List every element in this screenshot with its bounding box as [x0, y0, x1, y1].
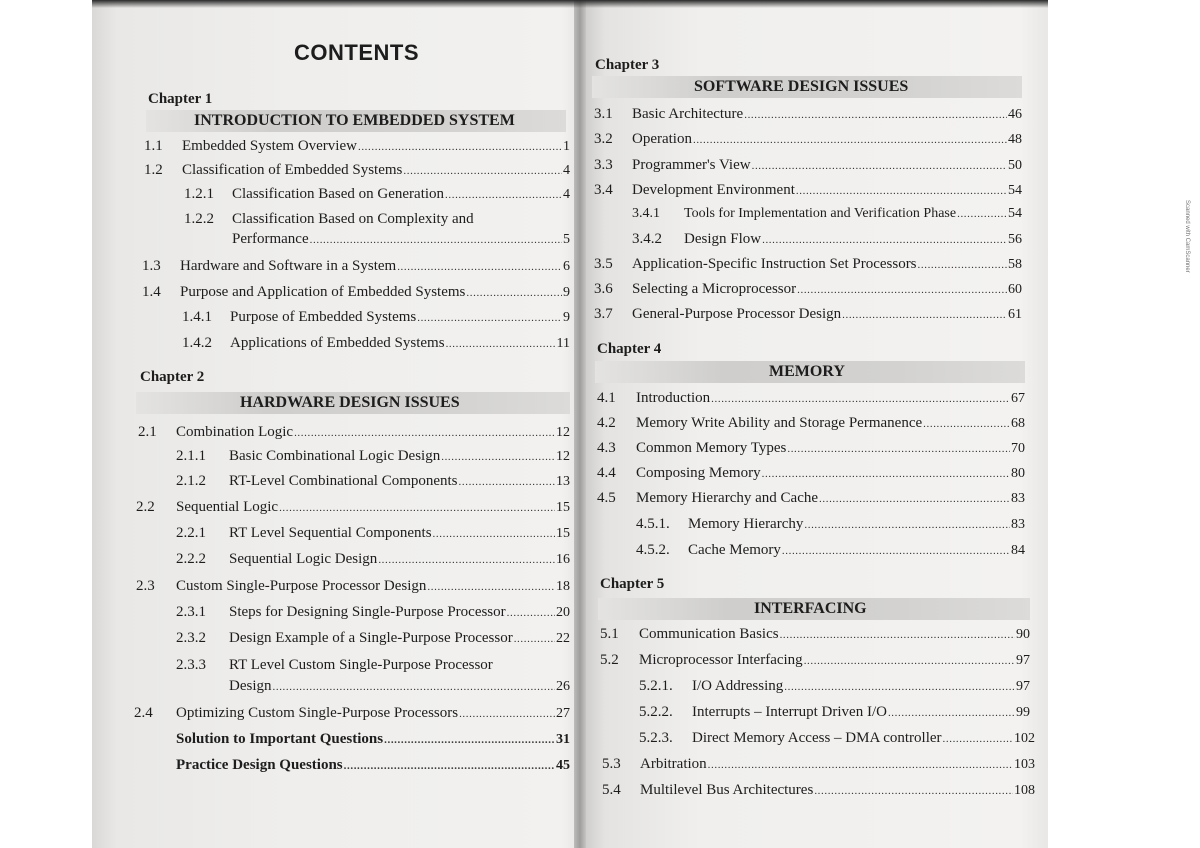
section-title: Classification of Embedded Systems	[182, 162, 403, 178]
section-title: Memory Hierarchy and Cache	[636, 490, 819, 506]
toc-entry[interactable]	[232, 229, 570, 249]
page-number: 15	[556, 526, 570, 541]
page-number: 67	[1011, 391, 1025, 406]
toc-entry-first-line[interactable]	[184, 209, 474, 229]
section-title: Applications of Embedded Systems	[230, 335, 445, 351]
section-number: 5.2.3.	[639, 730, 673, 746]
leader-dots	[708, 755, 1013, 775]
section-title: Operation	[632, 131, 692, 147]
toc-entry[interactable]	[597, 463, 1025, 483]
page-number: 54	[1008, 183, 1022, 198]
leader-dots	[459, 472, 555, 492]
section-number: 2.3.3	[176, 657, 206, 673]
toc-entry[interactable]	[142, 256, 570, 276]
section-title: Direct Memory Access – DMA controller	[692, 730, 942, 746]
leader-dots	[752, 156, 1007, 176]
section-title: Custom Single-Purpose Processor Design	[176, 578, 427, 594]
chapter-4-title-band	[595, 361, 1025, 383]
toc-entry[interactable]	[636, 514, 1025, 534]
toc-entry[interactable]	[594, 155, 1022, 175]
page-number: 97	[1016, 653, 1030, 668]
section-number: 4.5.2.	[636, 542, 670, 558]
section-title: Sequential Logic	[176, 499, 279, 515]
page-number: 84	[1011, 543, 1025, 558]
leader-dots	[787, 439, 1010, 459]
page-number: 90	[1016, 627, 1030, 642]
leader-dots	[446, 334, 556, 354]
toc-entry[interactable]	[176, 628, 570, 648]
section-number: 3.7	[594, 306, 613, 322]
section-title-continued: Design	[229, 678, 272, 694]
leader-dots	[417, 308, 562, 328]
section-title: Embedded System Overview	[182, 138, 357, 154]
section-title: Interrupts – Interrupt Driven I/O	[692, 704, 887, 720]
chapter-2-title: HARDWARE DESIGN ISSUES	[240, 394, 460, 411]
toc-entry-first-line[interactable]	[176, 655, 493, 675]
section-number: 2.2.2	[176, 551, 206, 567]
section-title: Cache Memory	[688, 542, 781, 558]
page-number: 9	[563, 285, 570, 300]
chapter-5-title: INTERFACING	[754, 600, 867, 617]
section-number: 1.2.2	[184, 211, 214, 227]
page-number: 102	[1014, 731, 1035, 746]
page-number: 99	[1016, 705, 1030, 720]
section-number: 2.3.2	[176, 630, 206, 646]
scanner-watermark-text: Scanned with CamScanner	[1184, 200, 1190, 273]
leader-dots	[294, 423, 555, 443]
section-number: 1.3	[142, 258, 161, 274]
page-number: 48	[1008, 132, 1022, 147]
toc-entry[interactable]	[182, 333, 570, 353]
section-title: Classification Based on Generation	[232, 186, 445, 202]
section-number: 5.1	[600, 626, 619, 642]
section-title: Common Memory Types	[636, 440, 787, 456]
book-edge-shadow	[92, 0, 1048, 8]
leader-dots	[762, 230, 1007, 250]
book-gutter	[574, 0, 586, 848]
section-number: 1.4	[142, 284, 161, 300]
leader-dots	[427, 577, 555, 597]
page-number: 9	[563, 310, 570, 325]
leader-dots	[310, 230, 562, 250]
section-title: Arbitration	[640, 756, 707, 772]
page-number: 15	[556, 500, 570, 515]
leader-dots	[888, 703, 1015, 723]
section-number: 3.4.1	[632, 206, 660, 221]
toc-entry[interactable]	[632, 204, 1022, 224]
toc-entry[interactable]	[600, 624, 1030, 644]
leader-dots	[358, 137, 562, 157]
section-title: Multilevel Bus Architectures	[640, 782, 814, 798]
leader-dots	[378, 550, 555, 570]
section-number: 4.5.1.	[636, 516, 670, 532]
section-number: 3.5	[594, 256, 613, 272]
toc-entry[interactable]	[136, 576, 570, 596]
page-number: 68	[1011, 416, 1025, 431]
leader-dots	[804, 651, 1015, 671]
section-title: Memory Hierarchy	[688, 516, 804, 532]
toc-entry[interactable]	[602, 754, 1035, 774]
leader-dots	[445, 185, 562, 205]
chapter-1-title-band	[146, 110, 566, 132]
section-number: 2.1.1	[176, 448, 206, 464]
page-number: 26	[556, 679, 570, 694]
chapter-2-label: Chapter 2	[140, 369, 205, 385]
page-number: 5	[563, 232, 570, 247]
toc-entry[interactable]	[597, 413, 1025, 433]
page-number: 6	[563, 259, 570, 274]
toc-entry[interactable]	[144, 136, 570, 156]
leader-dots	[433, 524, 555, 544]
leader-dots	[384, 730, 555, 750]
leader-dots	[397, 257, 562, 277]
page-number: 50	[1008, 158, 1022, 173]
toc-entry[interactable]	[138, 422, 570, 442]
section-title: Optimizing Custom Single-Purpose Processors	[176, 705, 459, 721]
leader-dots	[784, 677, 1015, 697]
chapter-1-title: INTRODUCTION TO EMBEDDED SYSTEM	[194, 112, 515, 129]
section-number: 3.6	[594, 281, 613, 297]
toc-entry[interactable]	[184, 184, 570, 204]
page-number: 97	[1016, 679, 1030, 694]
section-title: I/O Addressing	[692, 678, 784, 694]
page-number: 1	[563, 139, 570, 154]
section-number: 5.4	[602, 782, 621, 798]
toc-entry[interactable]	[639, 676, 1030, 696]
section-title: Practice Design Questions	[176, 757, 343, 773]
leader-dots	[782, 541, 1010, 561]
page-number: 12	[556, 425, 570, 440]
section-title: Basic Architecture	[632, 106, 744, 122]
page-number: 4	[563, 163, 570, 178]
leader-dots	[814, 781, 1013, 801]
page-number: 31	[556, 732, 570, 747]
section-number: 4.4	[597, 465, 616, 481]
section-title: Steps for Designing Single-Purpose Processor	[229, 604, 506, 620]
toc-entry[interactable]	[594, 254, 1022, 274]
section-number: 1.2	[144, 162, 163, 178]
chapter-4-title: MEMORY	[769, 363, 845, 380]
section-number: 2.2	[136, 499, 155, 515]
page-number: 18	[556, 579, 570, 594]
leader-dots	[923, 414, 1010, 434]
chapter-1-label: Chapter 1	[148, 91, 213, 107]
section-title: Sequential Logic Design	[229, 551, 378, 567]
toc-entry[interactable]	[176, 755, 570, 775]
page-number: 12	[556, 449, 570, 464]
leader-dots	[507, 603, 555, 623]
chapter-5-label: Chapter 5	[600, 576, 665, 592]
leader-dots	[273, 677, 556, 697]
toc-entry[interactable]	[176, 729, 570, 749]
leader-dots	[957, 204, 1007, 224]
toc-entry[interactable]	[594, 279, 1022, 299]
page-number: 60	[1008, 282, 1022, 297]
leader-dots	[441, 447, 555, 467]
toc-entry[interactable]	[136, 497, 570, 517]
section-number: 3.3	[594, 157, 613, 173]
section-title: Selecting a Microprocessor	[632, 281, 797, 297]
section-number: 2.3	[136, 578, 155, 594]
leader-dots	[819, 489, 1010, 509]
section-number: 5.3	[602, 756, 621, 772]
leader-dots	[804, 515, 1010, 535]
leader-dots	[279, 498, 555, 518]
leader-dots	[459, 704, 555, 724]
section-number: 3.4	[594, 182, 613, 198]
page-number: 58	[1008, 257, 1022, 272]
section-title: Introduction	[636, 390, 711, 406]
toc-entry[interactable]	[597, 388, 1025, 408]
section-number: 4.1	[597, 390, 616, 406]
section-title: RT Level Custom Single-Purpose Processor	[229, 657, 493, 673]
section-title: Purpose of Embedded Systems	[230, 309, 417, 325]
section-number: 1.2.1	[184, 186, 214, 202]
page-number: 46	[1008, 107, 1022, 122]
section-title: Basic Combinational Logic Design	[229, 448, 441, 464]
toc-entry[interactable]	[182, 307, 570, 327]
page-number: 27	[556, 706, 570, 721]
section-title: Programmer's View	[632, 157, 751, 173]
section-title: RT Level Sequential Components	[229, 525, 432, 541]
chapter-3-title: SOFTWARE DESIGN ISSUES	[694, 78, 909, 95]
toc-entry[interactable]	[597, 488, 1025, 508]
page-number: 16	[556, 552, 570, 567]
section-title: Application-Specific Instruction Set Processors	[632, 256, 917, 272]
section-title: Communication Basics	[639, 626, 779, 642]
leader-dots	[780, 625, 1015, 645]
toc-entry[interactable]	[176, 523, 570, 543]
page-number: 22	[556, 631, 570, 646]
page-number: 11	[556, 336, 570, 351]
contents-heading: CONTENTS	[294, 40, 419, 65]
toc-entry[interactable]	[176, 549, 570, 569]
toc-entry[interactable]	[176, 471, 570, 491]
leader-dots	[344, 756, 555, 776]
section-title: Microprocessor Interfacing	[639, 652, 803, 668]
toc-entry[interactable]	[602, 780, 1035, 800]
section-number: 2.1	[138, 424, 157, 440]
leader-dots	[797, 280, 1007, 300]
leader-dots	[693, 130, 1007, 150]
toc-entry[interactable]	[594, 129, 1022, 149]
toc-entry[interactable]	[636, 540, 1025, 560]
leader-dots	[514, 629, 555, 649]
chapter-4-label: Chapter 4	[597, 341, 662, 357]
section-title: General-Purpose Processor Design	[632, 306, 842, 322]
section-number: 5.2.2.	[639, 704, 673, 720]
page-number: 83	[1011, 517, 1025, 532]
toc-entry[interactable]	[144, 160, 570, 180]
section-title: Design Flow	[684, 231, 762, 247]
toc-entry[interactable]	[597, 438, 1025, 458]
page-number: 56	[1008, 232, 1022, 247]
leader-dots	[943, 729, 1013, 749]
leader-dots	[842, 305, 1007, 325]
scanner-watermark	[1181, 200, 1191, 310]
toc-entry[interactable]	[639, 702, 1030, 722]
section-number: 2.2.1	[176, 525, 206, 541]
page-number: 83	[1011, 491, 1025, 506]
section-number: 3.1	[594, 106, 613, 122]
section-title: Tools for Implementation and Verification Phase	[684, 206, 957, 221]
section-number: 1.1	[144, 138, 163, 154]
page-number: 20	[556, 605, 570, 620]
section-number: 1.4.1	[182, 309, 212, 325]
toc-entry[interactable]	[134, 703, 570, 723]
page-number: 61	[1008, 307, 1022, 322]
section-title: RT-Level Combinational Components	[229, 473, 458, 489]
toc-entry[interactable]	[594, 104, 1022, 124]
page-number: 108	[1014, 783, 1035, 798]
page-number: 4	[563, 187, 570, 202]
section-number: 2.3.1	[176, 604, 206, 620]
section-title: Design Example of a Single-Purpose Processor	[229, 630, 513, 646]
chapter-3-label: Chapter 3	[595, 57, 660, 73]
section-title: Hardware and Software in a System	[180, 258, 397, 274]
leader-dots	[918, 255, 1007, 275]
section-title: Combination Logic	[176, 424, 294, 440]
toc-entry[interactable]	[594, 304, 1022, 324]
section-number: 4.3	[597, 440, 616, 456]
section-number: 3.2	[594, 131, 613, 147]
page-number: 80	[1011, 466, 1025, 481]
section-number: 3.4.2	[632, 231, 662, 247]
section-title: Solution to Important Questions	[176, 731, 384, 747]
section-title: Purpose and Application of Embedded Systems	[180, 284, 466, 300]
toc-entry[interactable]	[639, 728, 1035, 748]
section-number: 2.4	[134, 705, 153, 721]
leader-dots	[711, 389, 1010, 409]
leader-dots	[744, 105, 1007, 125]
toc-entry[interactable]	[594, 180, 1022, 200]
section-number: 5.2	[600, 652, 619, 668]
chapter-3-title-band	[592, 76, 1022, 98]
page-number: 13	[556, 474, 570, 489]
toc-entry[interactable]	[176, 446, 570, 466]
chapter-2-title-band	[136, 392, 570, 414]
section-title-continued: Performance	[232, 231, 309, 247]
section-title: Composing Memory	[636, 465, 761, 481]
section-number: 5.2.1.	[639, 678, 673, 694]
section-number: 4.5	[597, 490, 616, 506]
toc-entry[interactable]	[632, 229, 1022, 249]
section-title: Memory Write Ability and Storage Permanence	[636, 415, 923, 431]
leader-dots	[403, 161, 562, 181]
page-number: 70	[1011, 441, 1025, 456]
section-number: 2.1.2	[176, 473, 206, 489]
chapter-5-title-band	[598, 598, 1030, 620]
toc-entry[interactable]	[176, 602, 570, 622]
leader-dots	[762, 464, 1010, 484]
section-number: 4.2	[597, 415, 616, 431]
toc-entry[interactable]	[600, 650, 1030, 670]
toc-entry[interactable]	[142, 282, 570, 302]
section-title: Classification Based on Complexity and	[232, 211, 474, 227]
leader-dots	[466, 283, 562, 303]
page-number: 103	[1014, 757, 1035, 772]
page-number: 54	[1008, 206, 1022, 221]
section-number: 1.4.2	[182, 335, 212, 351]
toc-entry[interactable]	[229, 676, 570, 696]
page-number: 45	[556, 758, 570, 773]
section-title: Development Environment	[632, 182, 795, 198]
leader-dots	[796, 181, 1007, 201]
